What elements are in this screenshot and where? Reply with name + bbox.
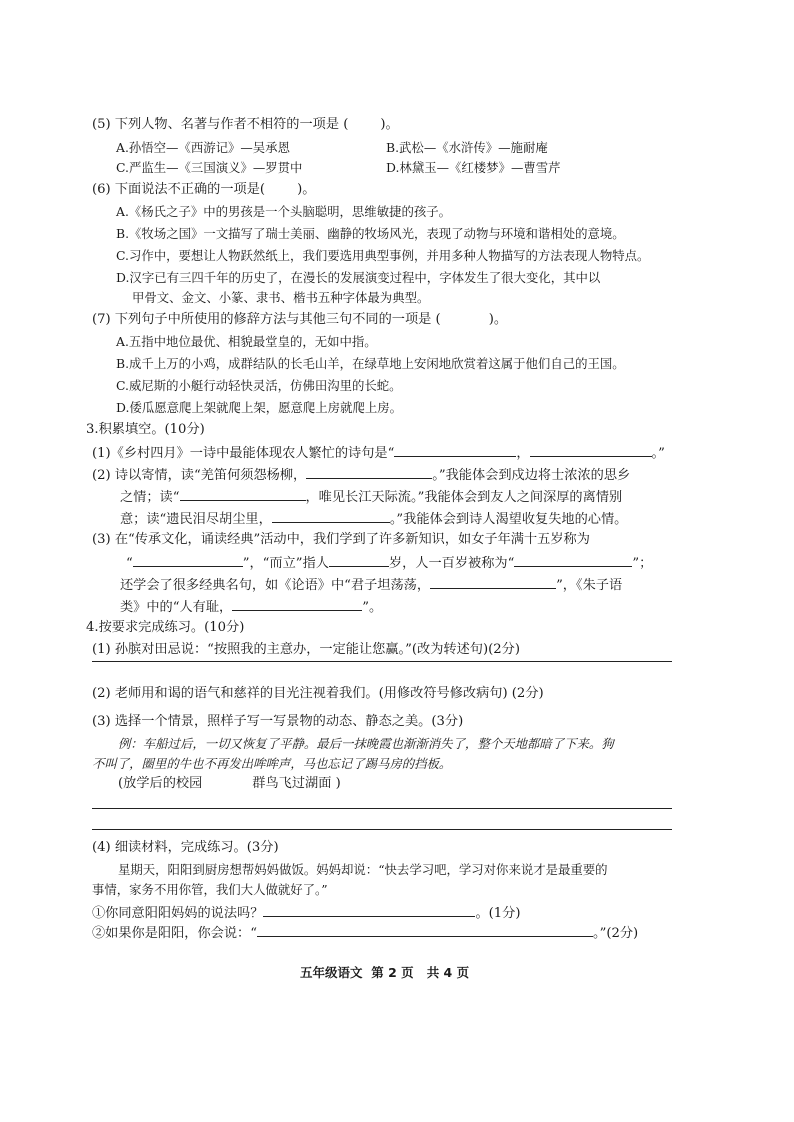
q6-option-d[interactable]: D.汉字已有三四千年的历史了，在漫长的发展演变过程中，字体发生了很大变化，其中以 bbox=[116, 270, 601, 285]
s3-item-3-line-4: 类》中的“人有耻， ”。 bbox=[120, 597, 382, 617]
q6-stem: (6) 下面说法不正确的一项是( )。 bbox=[92, 182, 316, 197]
s3-item-2-line-1: (2) 诗以寄情，读“羌笛何须怨杨柳， 。”我能体会到戍边将士浓浓的思乡 bbox=[92, 465, 630, 485]
answer-line-3[interactable] bbox=[92, 829, 672, 830]
s4-item-2: (2) 老师用和谒的语气和慈祥的目光注视着我们。(用修改符号修改病句) (2分) bbox=[92, 686, 544, 701]
q5-stem: (5) 下列人物、名著与作者不相符的一项是 ( )。 bbox=[92, 117, 399, 132]
q5-option-c[interactable]: C.严监生—《三国演义》—罗贯中 bbox=[116, 160, 303, 175]
blank-sub-1[interactable] bbox=[263, 903, 475, 917]
q7-option-d[interactable]: D.倭瓜愿意爬上架就爬上架，愿意爬上房就爬上房。 bbox=[116, 400, 403, 415]
q7-stem: (7) 下列句子中所使用的修辞方法与其他三句不同的一项是 ( )。 bbox=[92, 312, 508, 327]
s4-item-3: (3) 选择一个情景，照样子写一写景物的动态、静态之美。(3分) bbox=[92, 714, 464, 729]
q6-option-b[interactable]: B.《牧场之国》一文描写了瑞士美丽、幽静的牧场风光，表现了动物与环境和谐相处的意境。 bbox=[116, 226, 625, 241]
q7-option-a[interactable]: A.五指中地位最优、相貌最堂皇的，无如中指。 bbox=[116, 334, 377, 349]
blank-1a[interactable] bbox=[394, 443, 516, 457]
material-line-1: 星期天，阳阳到厨房想帮妈妈做饭。妈妈却说：“快去学习吧，学习对你来说才是最重要的 bbox=[118, 862, 608, 877]
footer-total: 共 4 页 bbox=[426, 965, 470, 980]
scene-choice-1[interactable]: (放学后的校园 bbox=[118, 776, 203, 791]
footer-subject: 五年级语文 bbox=[300, 965, 363, 980]
q7-option-b[interactable]: B.成千上万的小鸡，成群结队的长毛山羊，在绿草地上安闲地欣赏着这属于他们自己的王国。 bbox=[116, 356, 625, 371]
example-line-2: 不叫了，圈里的牛也不再发出哞哞声，马也忘记了踢马房的挡板。 bbox=[92, 756, 452, 771]
s4-item-1: (1) 孙膑对田忌说：“按照我的主意办，一定能让您赢。”(改为转述句)(2分) bbox=[92, 642, 520, 657]
s4-item-4: (4) 细读材料，完成练习。(3分) bbox=[92, 840, 279, 855]
q5-option-a[interactable]: A.孙悟空—《西游记》—吴承恩 bbox=[116, 140, 290, 155]
blank-sub-2[interactable] bbox=[257, 923, 593, 937]
sub-question-1: ①你同意阳阳妈妈的说法吗？ 。(1分) bbox=[92, 903, 521, 923]
scene-choice-2[interactable]: 群鸟飞过湖面 ) bbox=[252, 776, 341, 791]
q6-option-a[interactable]: A.《杨氏之子》中的男孩是一个头脑聪明，思维敏捷的孩子。 bbox=[116, 204, 452, 219]
s3-item-1: (1)《乡村四月》一诗中最能体现农人繁忙的诗句是“ ， 。” bbox=[92, 443, 665, 463]
q5-option-d[interactable]: D.林黛玉—《红楼梦》—曹雪芹 bbox=[386, 160, 561, 175]
s3-item-2-line-2: 之情；读“ ，唯见长江天际流。”我能体会到友人之间深厚的离情别 bbox=[120, 487, 622, 507]
blank-1b[interactable] bbox=[530, 443, 652, 457]
sub-question-2: ②如果你是阳阳，你会说：“ 。”(2分) bbox=[92, 923, 638, 943]
blank-3a[interactable] bbox=[133, 553, 243, 567]
q5-option-b[interactable]: B.武松—《水浒传》—施耐庵 bbox=[386, 140, 548, 155]
scene-choices bbox=[118, 775, 341, 793]
page-footer bbox=[300, 963, 469, 981]
footer-page: 第 2 页 bbox=[371, 965, 414, 980]
q6-option-d-cont: 甲骨文、金文、小篆、隶书、楷书五种字体最为典型。 bbox=[132, 290, 430, 305]
section-3-title: 3.积累填空。(10分) bbox=[86, 422, 205, 437]
blank-2b[interactable] bbox=[180, 487, 306, 501]
answer-line-2[interactable] bbox=[92, 808, 672, 809]
blank-3e[interactable] bbox=[232, 597, 362, 611]
q7-option-c[interactable]: C.威尼斯的小艇行动轻快灵活，仿佛田沟里的长蛇。 bbox=[116, 378, 402, 393]
blank-3b[interactable] bbox=[329, 553, 389, 567]
q6-option-c[interactable]: C.习作中，要想让人物跃然纸上，我们要选用典型事例，并用多种人物描写的方法表现人物特点。 bbox=[116, 248, 650, 263]
section-4-title: 4.按要求完成练习。(10分) bbox=[86, 620, 245, 635]
s3-item-3-line-3: 还学会了很多经典名句，如《论语》中“君子坦荡荡， ”，《朱子语 bbox=[120, 575, 622, 595]
answer-line-1[interactable] bbox=[92, 661, 672, 662]
blank-2a[interactable] bbox=[306, 465, 432, 479]
s3-item-3-line-2: “ ”，“而立”指人 岁，人一百岁被称为“ ”； bbox=[126, 553, 652, 573]
material-line-2: 事情，家务不用你管，我们大人做就好了。” bbox=[92, 882, 328, 897]
example-line-1: 例：车船过后，一切又恢复了平静。最后一抹晚霞也渐渐消失了，整个天地都暗了下来。狗 bbox=[118, 736, 614, 751]
blank-3c[interactable] bbox=[514, 553, 632, 567]
blank-3d[interactable] bbox=[430, 575, 556, 589]
s3-item-2-line-3: 意；读“遗民泪尽胡尘里， 。”我能体会到诗人渴望收复失地的心情。 bbox=[120, 509, 627, 529]
blank-2c[interactable] bbox=[272, 509, 390, 523]
s3-item-3-line-1: (3) 在“传承文化，诵读经典”活动中，我们学到了许多新知识，如女子年满十五岁称为 bbox=[92, 532, 590, 547]
